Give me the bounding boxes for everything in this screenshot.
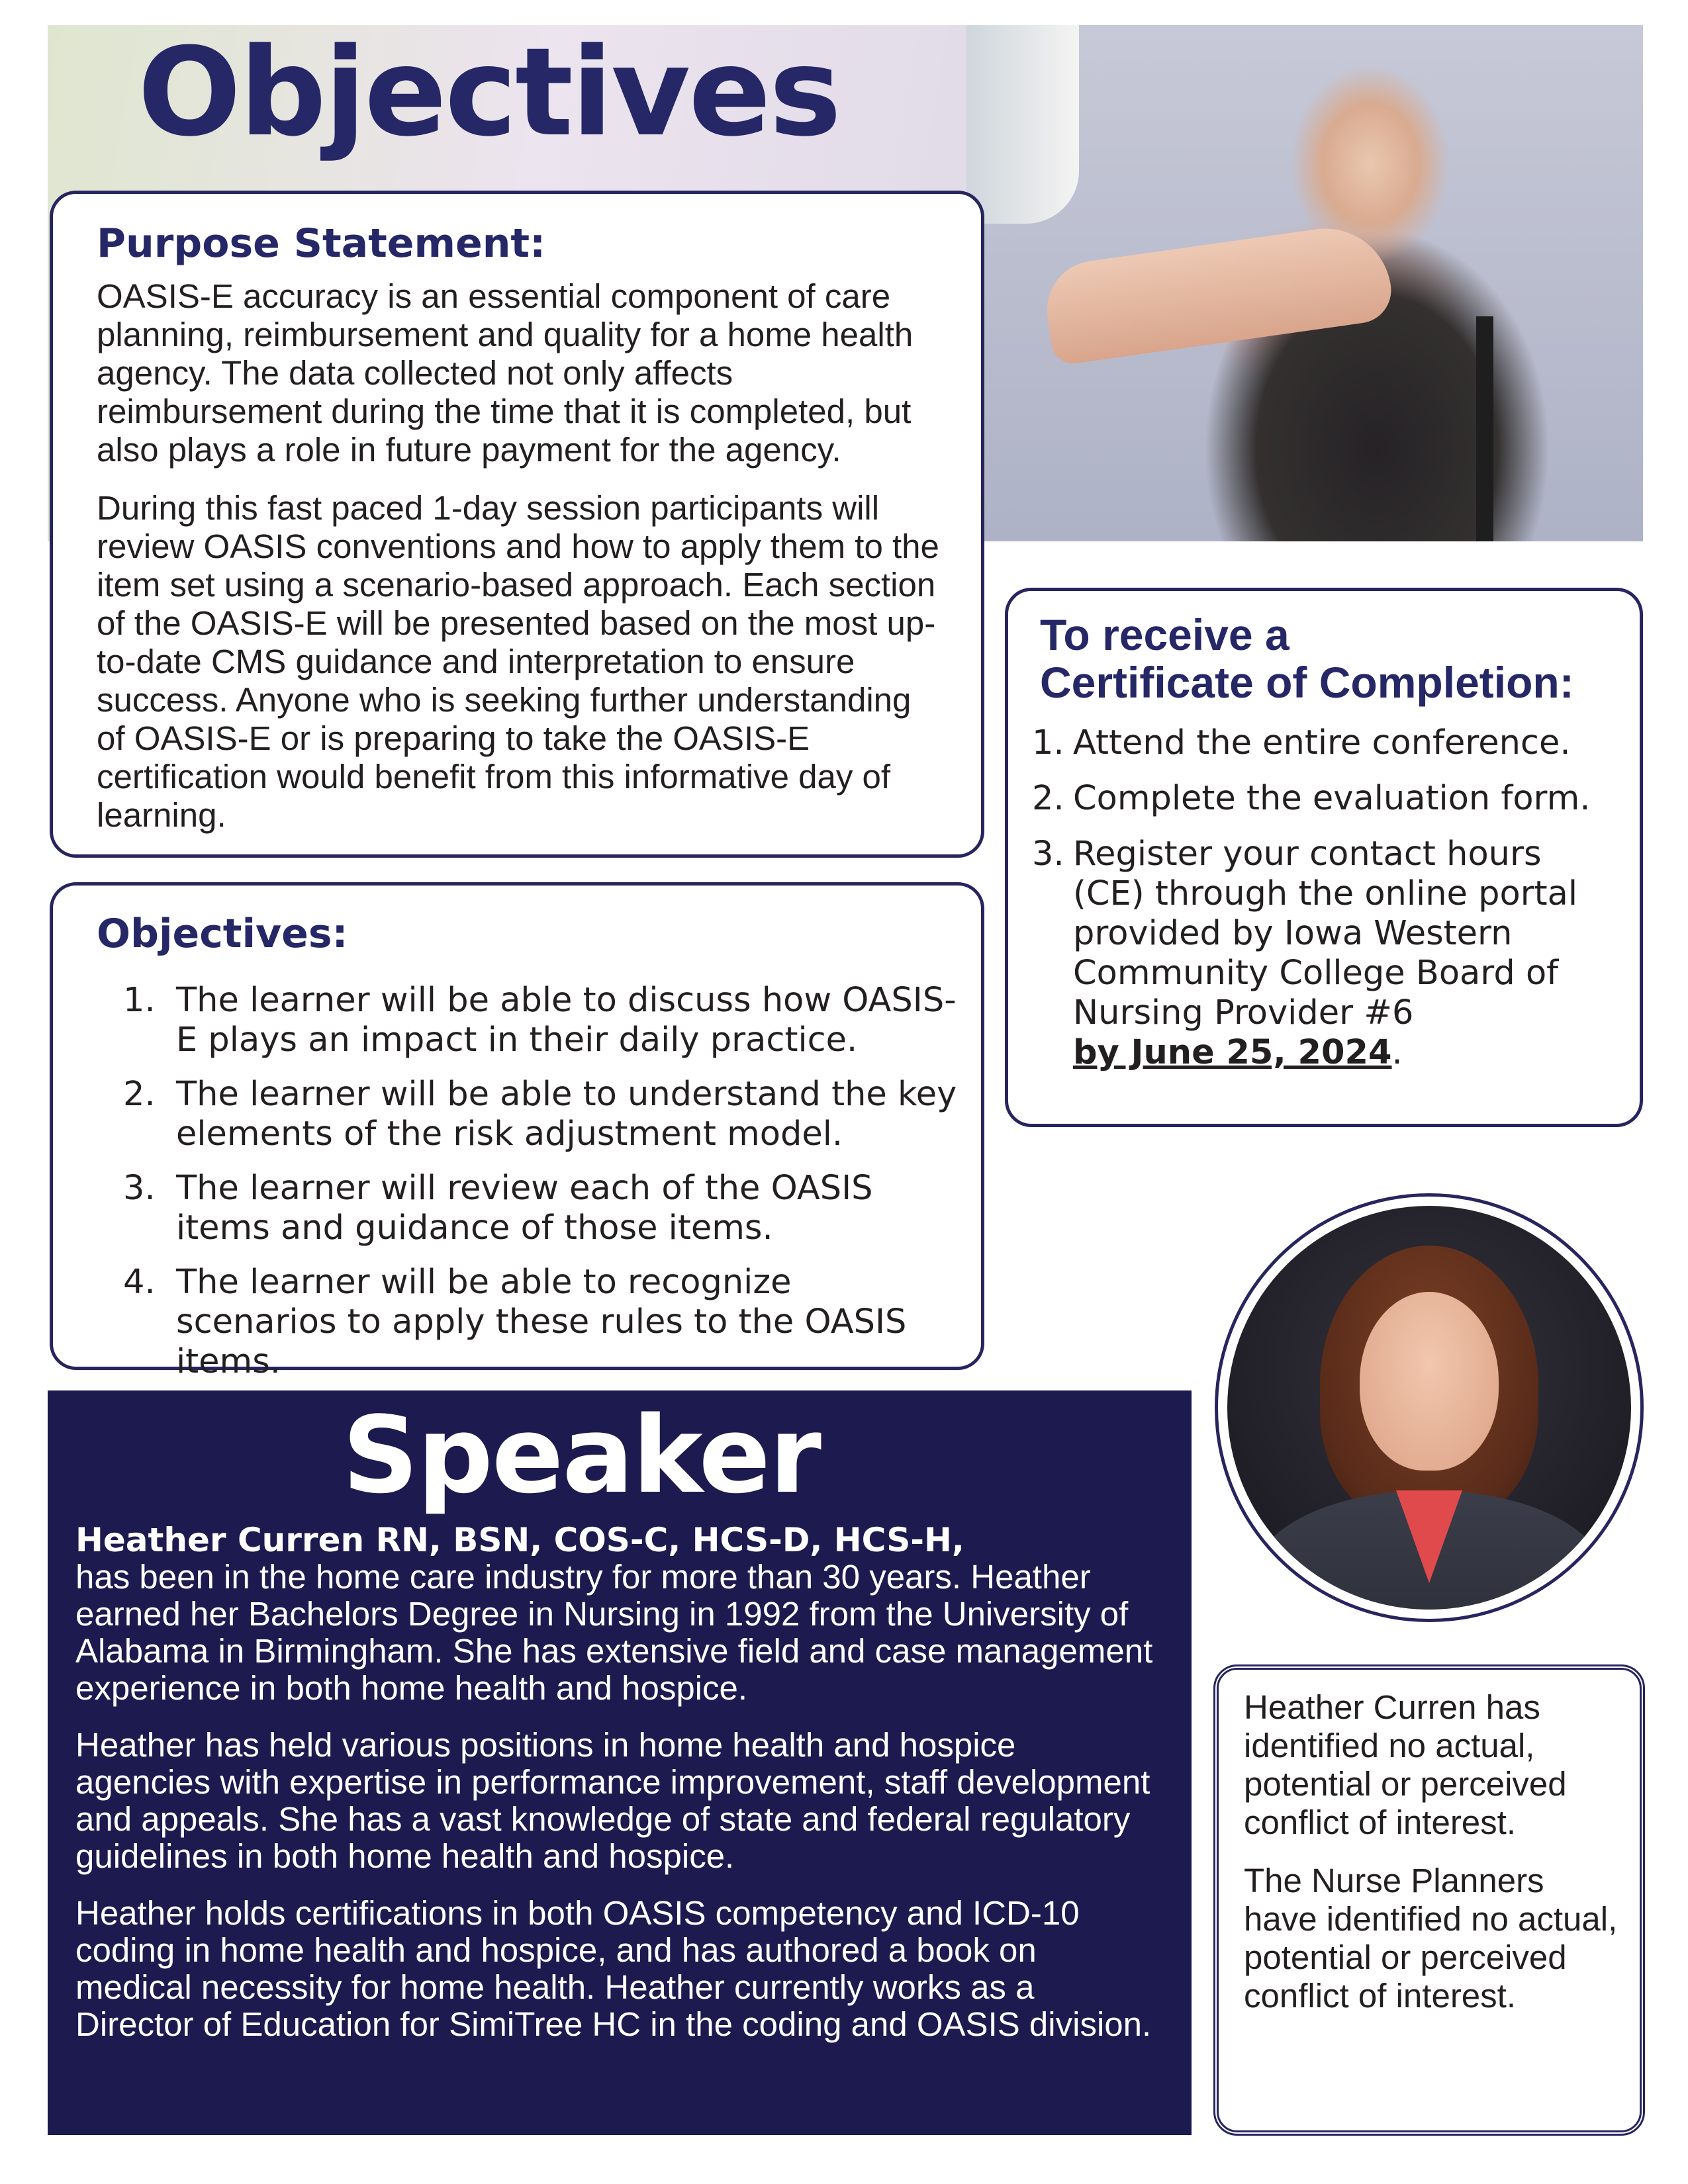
due-date-suffix: .: [1391, 1033, 1403, 1072]
objective-item: [123, 1169, 961, 1248]
speaker-bio-paragraph-1: [75, 1522, 1153, 1707]
speaker-portrait-frame: [1215, 1193, 1644, 1622]
disclosure-paragraph-2: The Nurse Planners have identified no actual, potential or perceived conflict of interest.: [1244, 1862, 1618, 2015]
objective-item: [123, 1075, 961, 1154]
photo-coat-shape: [966, 25, 1079, 224]
objective-item: [123, 981, 961, 1060]
step-number: 3.: [1032, 835, 1064, 874]
step-number: 1.: [1032, 723, 1064, 762]
objective-text: The learner will review each of the OASIS items and guidance of those items.: [176, 1169, 873, 1248]
photo-hands-shape: [1041, 220, 1395, 367]
purpose-statement-box: [50, 191, 984, 858]
speaker-bio-paragraph-3: Heather holds certifications in both OASIS competency and ICD-10 coding in home health and hospice, and has authored a book on medical necessity for home health. Heather currently works as a Director of Education for SimiTree HC in the coding and OASIS division.: [75, 1894, 1152, 2043]
speaker-panel: [48, 1390, 1192, 2135]
certificate-heading-line-1: To receive a: [1040, 610, 1289, 659]
page-title: Objectives: [138, 22, 840, 163]
step-text: Complete the evaluation form.: [1073, 779, 1591, 818]
certificate-step: [1032, 835, 1616, 1073]
speaker-intro: has been in the home care industry for more than 30 years. Heather earned her Bachelors Degree in Nursing in 1992 from the University of Alabama in Birmingham. She has extensive field and case management experience in both home health and hospice.: [75, 1558, 1153, 1707]
purpose-paragraph-1: OASIS-E accuracy is an essential component of care planning, reimbursement and quality for a home health agency. The data collected not only affects reimbursement during the time that it is completed, but also plays a role in future payment for the agency.: [97, 277, 914, 469]
photo-cane-shape: [1476, 316, 1493, 541]
portrait-face-shape: [1360, 1292, 1499, 1471]
purpose-heading: Purpose Statement:: [97, 220, 546, 267]
step-number: 2.: [1032, 779, 1064, 818]
due-date: by June 25, 2024: [1073, 1033, 1392, 1072]
certificate-step: [1032, 779, 1616, 819]
step-text: Register your contact hours (CE) through the online portal provided by Iowa Western Community College Board of Nursing Provider #6: [1073, 835, 1578, 1032]
objective-number: 2.: [123, 1075, 156, 1114]
step-text: Attend the entire conference.: [1073, 723, 1571, 762]
disclosure-box: [1213, 1664, 1645, 2136]
objectives-heading: Objectives:: [97, 911, 348, 957]
objective-text: The learner will be able to understand the key elements of the risk adjustment model.: [176, 1075, 957, 1154]
objectives-list: [123, 981, 961, 1382]
objective-text: The learner will be able to discuss how OASIS-E plays an impact in their daily practice.: [176, 981, 957, 1060]
certificate-step: [1032, 723, 1616, 763]
objective-number: 3.: [123, 1169, 156, 1208]
objectives-box: [50, 882, 984, 1381]
speaker-portrait: [1227, 1206, 1631, 1610]
objective-number: 4.: [123, 1263, 156, 1302]
caregiver-photo: [966, 25, 1643, 541]
certificate-steps: [1032, 723, 1616, 1073]
step-text-wrapper: [1073, 835, 1616, 1073]
objective-text: The learner will be able to recognize scenarios to apply these rules to the OASIS items.: [176, 1263, 907, 1381]
speaker-bio-paragraph-2: Heather has held various positions in home health and hospice agencies with expertise in performance improvement, staff development and appeals. She has a vast knowledge of state and federal regulatory guidelines in both home health and hospice.: [75, 1726, 1150, 1875]
certificate-heading-line-2: Certificate of Completion:: [1040, 658, 1574, 707]
speaker-name: Heather Curren RN, BSN, COS-C, HCS-D, HCS-H,: [75, 1521, 964, 1559]
objective-number: 1.: [123, 981, 156, 1020]
purpose-paragraph-2: During this fast paced 1-day session participants will review OASIS conventions and how to apply them to the item set using a scenario-based approach. Each section of the OASIS-E will be presented based on the most up-to-date CMS guidance and interpretation to ensure success. Anyone who is seeking further understanding of OASIS-E or is preparing to take the OASIS-E certification would benefit from this informative day of learning.: [97, 489, 939, 834]
certificate-box: [1005, 588, 1643, 1127]
speaker-title: Speaker: [342, 1393, 820, 1517]
certificate-heading: [1040, 611, 1616, 706]
disclosure-paragraph-1: Heather Curren has identified no actual, potential or perceived conflict of interest.: [1244, 1688, 1567, 1841]
objective-item: [123, 1263, 961, 1382]
